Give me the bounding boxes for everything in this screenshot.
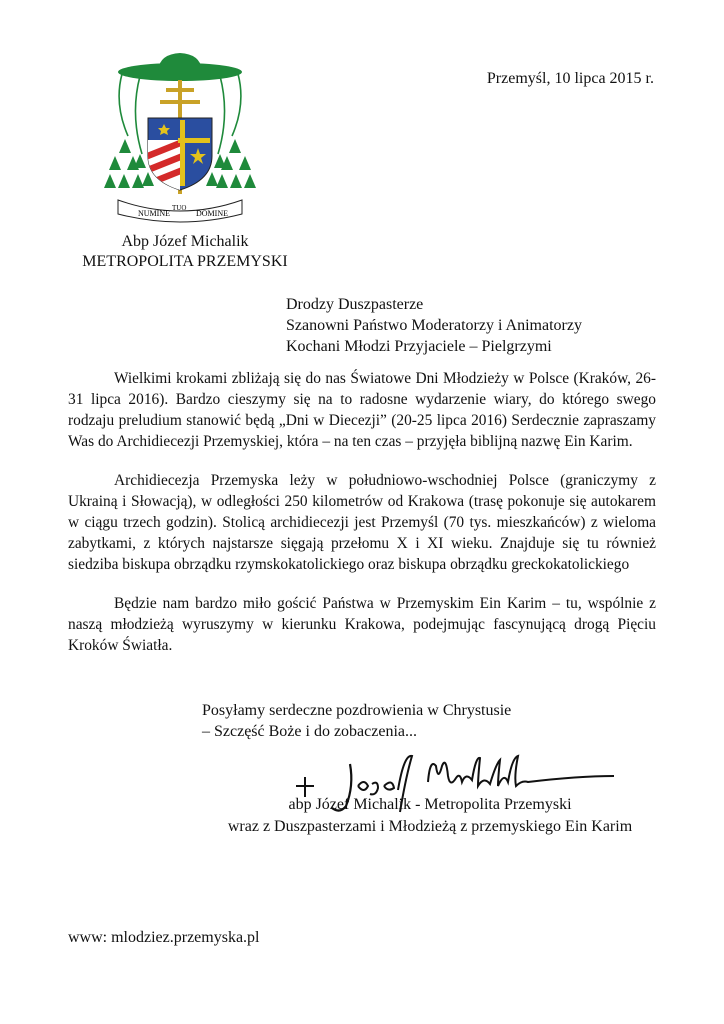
letter-body [68, 368, 656, 674]
salutation-line: Kochani Młodzi Przyjaciele – Pielgrzymi [286, 338, 552, 355]
shield [144, 118, 212, 190]
letter-date: Przemyśl, 10 lipca 2015 r. [486, 70, 654, 87]
paragraph: Wielkimi krokami zbliżają się do nas Światowe Dni Młodzieży w Polsce (Kraków, 26-31 lipca 2016). Bardzo cieszymy się na to radosne wydarzenie wiary, do którego swego rodzaju preludium stanowić będą „Dni w Diecezji” (20-25 lipca 2016) Serdecznie zapraszamy Was do Archidiecezji Przemyskiej, która – na ten czas – przyjęła biblijną nazwę Ein Karim. [68, 370, 656, 450]
motto-word-1: NUMINE [138, 209, 170, 218]
tassels-left [104, 139, 154, 188]
website-link[interactable]: www: mlodziez.przemyska.pl [68, 929, 260, 946]
coat-of-arms [100, 44, 260, 224]
signature-block [200, 794, 660, 838]
salutation-line: Szanowni Państwo Moderatorzy i Animatorzy [286, 317, 582, 334]
signature-companions-line: wraz z Duszpasterzami i Młodzieżą z przemyskiego Ein Karim [227, 818, 633, 835]
paragraph: Archidiecezja Przemyska leży w południowo-wschodniej Polsce (graniczymy z Ukrainą i Słowacją), w odległości 250 kilometrów od Krakowa (trasę pokonuje się autokarem w ciągu trzech godzin). Stolicą archidiecezji jest Przemyśl (70 tys. mieszkańców) z wieloma zabytkami, z których najstarsze sięgają przełomu X i XI wieku. Znajduje się tu również siedziba biskupa obrządku rzymskokatolickiego oraz biskupa obrządku greckokatolickiego [68, 472, 656, 573]
closing-line: Posyłamy serdeczne pozdrowienia w Chrystusie [202, 702, 512, 719]
motto-word-2: TUO [172, 204, 187, 212]
salutation-line: Drodzy Duszpasterze [286, 296, 424, 313]
signature-name-line: abp Józef Michalik - Metropolita Przemyski [288, 796, 572, 813]
salutation [286, 294, 582, 357]
closing [202, 700, 511, 742]
paragraph: Będzie nam bardzo miło gościć Państwa w Przemyskim Ein Karim – tu, wspólnie z naszą młodzieżą wyruszymy w kierunku Krakowa, podejmując fascynującą drogą Pięciu Kroków Światła. [68, 595, 656, 654]
tassels-right [206, 139, 256, 188]
galero-crown [158, 53, 202, 70]
author-title: METROPOLITA PRZEMYSKI [82, 253, 288, 270]
motto-word-3: DOMINE [196, 209, 228, 218]
closing-line: – Szczęść Boże i do zobaczenia... [202, 723, 418, 740]
author-name: Abp Józef Michalik [121, 233, 249, 250]
author-block [75, 232, 295, 272]
